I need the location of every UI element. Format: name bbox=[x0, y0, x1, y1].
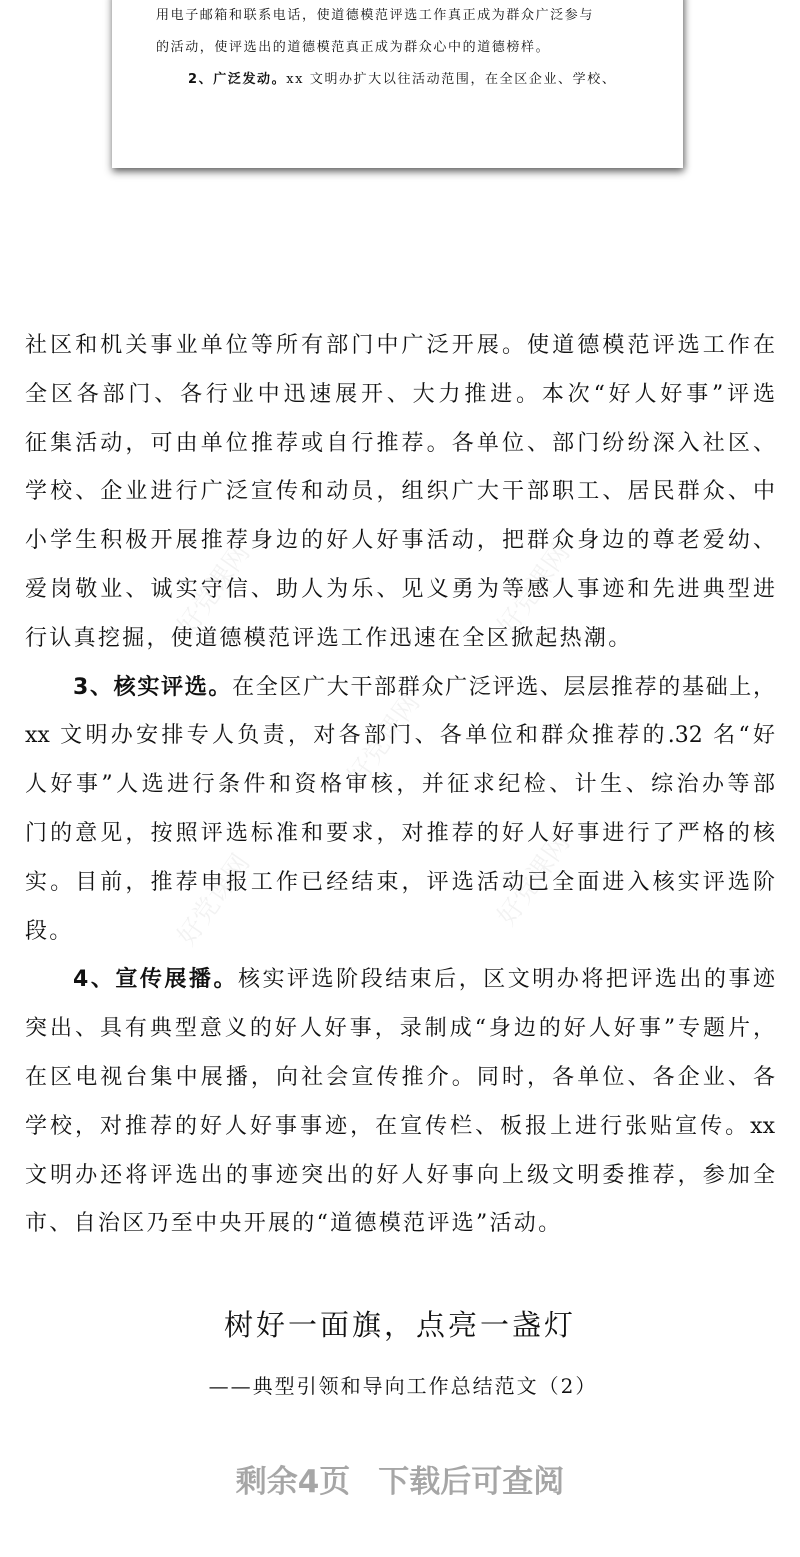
next-doc-title: 树好一面旗，点亮一盏灯 bbox=[223, 1308, 576, 1342]
text-line bbox=[25, 761, 775, 810]
line-text: xx 文明办安排专人负责，对各部门、各单位和群众推荐的.32 名“好 bbox=[25, 723, 775, 749]
text-line bbox=[25, 1103, 775, 1152]
text-line bbox=[25, 810, 775, 859]
card-line: 2、广泛发动。xx 文明办扩大以往活动范围，在全区企业、学校、 bbox=[188, 72, 617, 87]
line-text: 行认真挖掘，使道德模范评选工作迅速在全区掀起热潮。 bbox=[25, 625, 633, 651]
section-heading: 4、宣传展播。 bbox=[73, 967, 238, 993]
line-text: 在区电视台集中展播，向社会宣传推介。同时，各单位、各企业、各 bbox=[25, 1064, 775, 1090]
text-line bbox=[25, 468, 775, 517]
line-text: 核实评选阶段结束后，区文明办将把评选出的事迹 bbox=[237, 967, 775, 993]
card-line: 的活动，使评选出的道德模范真正成为群众心中的道德榜样。 bbox=[156, 40, 551, 55]
download-to-view-text: 下载后可查阅 bbox=[378, 1464, 565, 1500]
line-text: 征集活动，可由单位推荐或自行推荐。各单位、部门纷纷深入社区、 bbox=[25, 430, 775, 456]
text-line bbox=[25, 664, 775, 713]
text-line bbox=[25, 956, 775, 1005]
text-line bbox=[25, 322, 775, 371]
document-body bbox=[25, 322, 775, 1249]
watermark: 好党课网 bbox=[171, 538, 257, 642]
card-line: 用电子邮箱和联系电话，使道德模范评选工作真正成为群众广泛参与 bbox=[156, 8, 595, 23]
text-line bbox=[25, 517, 775, 566]
next-doc-subtitle: ——典型引领和导向工作总结范文（2） bbox=[208, 1374, 598, 1398]
line-text: 学校，对推荐的好人好事事迹，在宣传栏、板报上进行张贴宣传。xx bbox=[25, 1113, 775, 1139]
line-text: 全区各部门、各行业中迅速展开、大力推进。本次“好人好事”评选 bbox=[25, 381, 775, 407]
line-text: 小学生积极开展推荐身边的好人好事活动，把群众身边的尊老爱幼、 bbox=[25, 528, 775, 554]
remaining-pages-text: 剩余4页 bbox=[235, 1464, 351, 1500]
text-line bbox=[25, 566, 775, 615]
remaining-pages-notice[interactable] bbox=[0, 1456, 800, 1501]
text-line bbox=[25, 1200, 775, 1249]
watermark: 好党课网 bbox=[491, 538, 577, 642]
text-line bbox=[25, 371, 775, 420]
line-text: 人好事”人选进行条件和资格审核，并征求纪检、计生、综治办等部 bbox=[25, 772, 775, 798]
line-text: 文明办还将评选出的事迹突出的好人好事向上级文明委推荐，参加全 bbox=[25, 1162, 775, 1188]
line-text: 在全区广大干部群众广泛评选、层层推荐的基础上， bbox=[232, 674, 775, 700]
text-line bbox=[25, 615, 775, 664]
text-line bbox=[25, 859, 775, 908]
watermark: 好党课网 bbox=[491, 828, 577, 932]
watermark: 好党课网 bbox=[341, 688, 427, 792]
text-line bbox=[25, 1005, 775, 1054]
line-text: 学校、企业进行广泛宣传和动员，组织广大干部职工、居民群众、中 bbox=[25, 479, 775, 505]
line-text: 突出、具有典型意义的好人好事，录制成“身边的好人好事”专题片， bbox=[25, 1016, 775, 1042]
line-text: 爱岗敬业、诚实守信、助人为乐、见义勇为等感人事迹和先进典型进 bbox=[25, 576, 775, 602]
line-text: 市、自治区乃至中央开展的“道德模范评选”活动。 bbox=[25, 1211, 563, 1237]
line-text: 门的意见，按照评选标准和要求，对推荐的好人好事进行了严格的核 bbox=[25, 820, 775, 846]
text-line bbox=[25, 712, 775, 761]
line-text: 社区和机关事业单位等所有部门中广泛开展。使道德模范评选工作在 bbox=[25, 333, 775, 358]
preview-page-card bbox=[112, 0, 683, 168]
text-line bbox=[25, 908, 775, 957]
line-text: 实。目前，推荐申报工作已经结束，评选活动已全面进入核实评选阶 bbox=[25, 869, 775, 895]
section-heading: 3、核实评选。 bbox=[73, 674, 233, 700]
line-text: 段。 bbox=[25, 918, 74, 944]
text-line bbox=[25, 1054, 775, 1103]
text-line bbox=[25, 420, 775, 469]
text-line bbox=[25, 1152, 775, 1201]
watermark: 好党课网 bbox=[171, 848, 257, 952]
